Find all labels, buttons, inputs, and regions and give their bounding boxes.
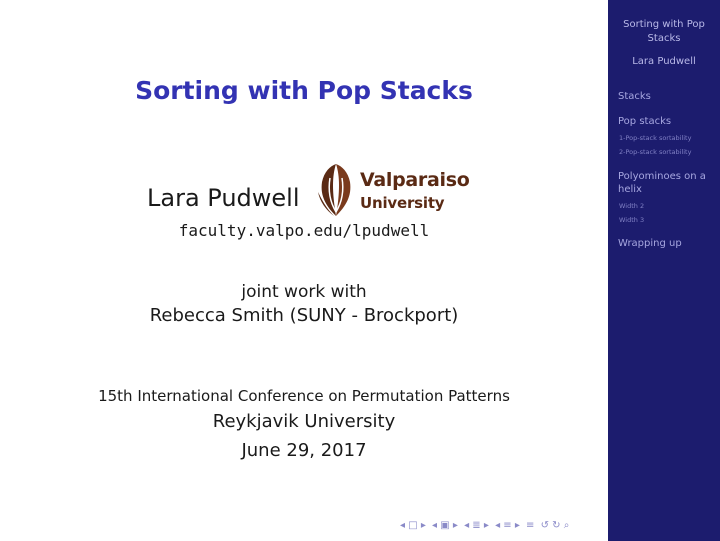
sidebar-section-stacks[interactable]: Stacks: [618, 91, 651, 102]
logo-text-line1: Valparaiso: [360, 169, 470, 191]
leaf-icon: [316, 162, 356, 218]
logo-text-line2: University: [360, 194, 445, 212]
sidebar-section-polyominoes[interactable]: Polyominoes on a helix: [618, 171, 706, 195]
coauthor: Rebecca Smith (SUNY - Brockport): [149, 305, 459, 326]
sidebar-author[interactable]: Lara Pudwell: [632, 56, 696, 67]
nav-section-icon[interactable]: ◂ ≣ ▸: [464, 520, 489, 531]
university-logo: [316, 162, 470, 218]
venue: Reykjavik University: [212, 411, 396, 432]
sidebar-subsection-width-3[interactable]: Width 3: [619, 216, 645, 224]
sidebar-section-pop-stacks[interactable]: Pop stacks: [618, 116, 672, 127]
joint-work-label: joint work with: [241, 282, 367, 302]
sidebar-section-wrapping-up[interactable]: Wrapping up: [618, 238, 682, 249]
sidebar-subsection-1-pop-stack[interactable]: 1-Pop-stack sortability: [619, 134, 692, 142]
nav-document-icon[interactable]: ◂ ≡ ▸: [495, 520, 520, 531]
sidebar-title[interactable]: Sorting with Pop Stacks: [623, 19, 705, 44]
author-url[interactable]: faculty.valpo.edu/lpudwell: [178, 221, 430, 240]
author-name: Lara Pudwell: [147, 184, 300, 212]
sidebar-subsection-width-2[interactable]: Width 2: [619, 202, 645, 210]
nav-search-icon[interactable]: ↺ ↻ ⌕: [540, 520, 570, 531]
nav-subsection-icon[interactable]: ◂ ▣ ▸: [432, 520, 458, 531]
sidebar-subsection-2-pop-stack[interactable]: 2-Pop-stack sortability: [619, 148, 692, 156]
nav-align-icon[interactable]: ≡: [526, 520, 535, 531]
date: June 29, 2017: [241, 440, 367, 461]
conference-name: 15th International Conference on Permutation Patterns: [98, 387, 510, 405]
nav-frame-back-icon[interactable]: ◂ □ ▸: [400, 520, 426, 531]
sidebar: [608, 0, 720, 541]
slide-title: Sorting with Pop Stacks: [135, 76, 473, 105]
beamer-navigation-bar: [400, 520, 602, 534]
